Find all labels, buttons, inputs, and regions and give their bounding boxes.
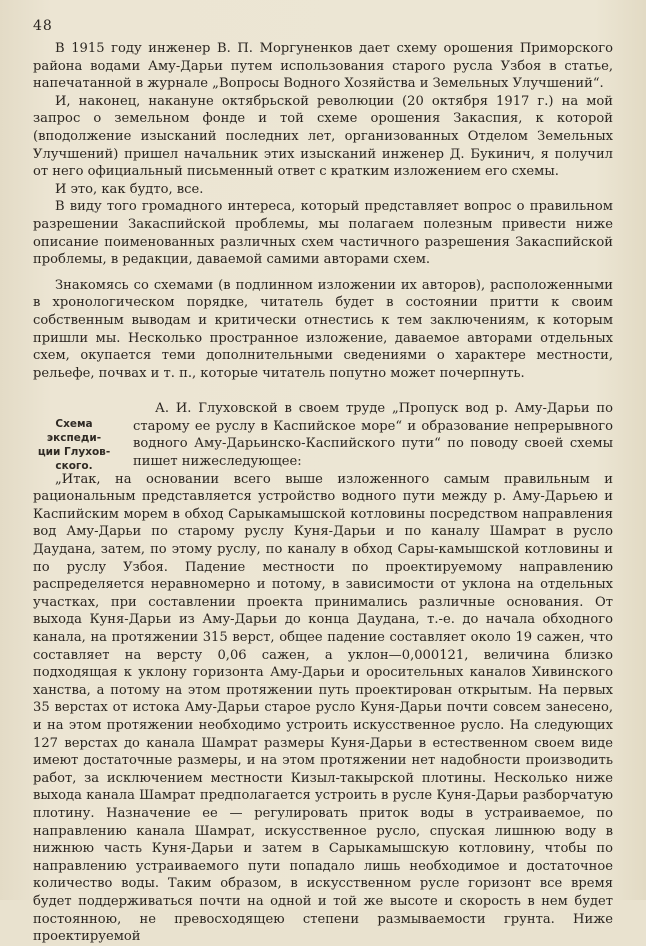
quote-paragraph: „Итак, на основании всего выше изложенного самым правильным и рациональным представляется устройство водного пути между р. Аму-Дарьею и Каспийским морем в обход Сарыкамышской котловины посредством направления вод Аму-Дарьи по старому руслу Куня-Дарьи и по каналу Шамрат в русло Даудана, затем, по этому руслу, по каналу в обход Сары-камышской котловины и по руслу Узбоя. Падение местности по проектируемому направлению распределяется неравномерно и потому, в зависимости от уклона на отдельных участках, при составлении проекта принимались различные основания. От выхода Куня-Дарьи из Аму-Дарьи до конца Даудана, т.-е. до начала обходного канала, на протяжении 315 верст, общее падение составляет около 19 сажен, что составляет на версту 0,06 сажен, а уклон—0,000121, величина близко подходящая к уклону горизонта Аму-Дарьи и оросительных каналов Хивинского ханства, а потому на этом протяжении путь проектирован открытым. На первых 35 верстах от истока Аму-Дарьи старое русло Куня-Дарьи почти совсем занесено, и на этом протяжении необходимо устроить искусственное русло. На следующих 127 верстах до канала Шамрат размеры Куня-Дарьи в естественном своем виде имеют достаточные размеры, и на этом протяжении нет надобности производить работ, за исключением местности Кизыл-такырской плотины. Несколько ниже выхода канала Шамрат предполагается устроить в русле Куня-Дарьи разборчатую плотину. Назначение ее — регулировать приток воды в устраиваемое, по направлению канала Шамрат, искусственное русло, спуская лишнюю воду в нижнюю часть Куня-Дарьи и затем в Сарыкамышскую котловину, чтобы по направлению устраиваемого пути попадало лишь необходимое и достаточное количество воды. Таким образом, в искусственном русле горизонт все время будет поддерживаться почти на одной и той же высоте и скорость в нем будет постоянною, не превосходящею степени размываемости грунта. Ниже проектируемой [33,471,613,945]
paragraph: В виду того громадного интереса, который представляет вопрос о правильном разрешении Закаспийской проблемы, мы полагаем полезным привести ниже описание поименованных различных схем частичного разрешения Закаспийской проблемы, в редакции, даваемой самими авторами схем. [33,199,613,268]
paragraph: И, наконец, накануне октябрьской революции (20 октября 1917 г.) на мой запрос о земельном фонде и той схеме орошения Закаспия, к которой (вподолжение изысканий последних лет, организованных Отделом Земельных Улучшений) пришел начальник этих изысканий инженер Д. Букинич, я получил от него официальный письменный ответ с кратким изложением его схемы. [33,93,613,180]
section-gluhovskoy [33,400,613,473]
side-heading [33,417,115,473]
paragraph: Знакомясь со схемами (в подлинном изложении их авторов), расположенными в хронологическом порядке, читатель будет в состоянии притти к своим собственным выводам и критически отнестись к тем заключениям, к которым пришли мы. Несколько пространное изложение, даваемое авторами отдельных схем, окупается теми дополнительными сведениями о характере местности, рельефе, почвах и т. п., которые читатель попутно может почерпнуть. [33,277,613,381]
side-heading-line: Схема экспеди- [46,418,102,445]
paragraph: В 1915 году инженер В. П. Моргуненков дает схему орошения Приморского района водами Аму-Дарьи путем использования старого русла Узбоя в статье, напечатанной в журнале „Вопросы Водного Хозяйства и Земельных Улучшений“. [33,41,613,92]
section-lead-paragraph: А. И. Глуховской в своем труде „Пропуск вод р. Аму-Дарьи по старому ее руслу в Каспийское море“ и образование непрерывного водного Аму-Дарьинско-Каспийского пути“ по поводу своей схемы пишет нижеследующее: [133,401,613,470]
page-number: 48 [33,18,53,34]
side-heading-line: ского. [55,460,93,473]
page-body [33,40,613,946]
paragraph: И это, как будто, все. [55,181,204,197]
side-heading-line: ции Глухов- [37,446,111,459]
